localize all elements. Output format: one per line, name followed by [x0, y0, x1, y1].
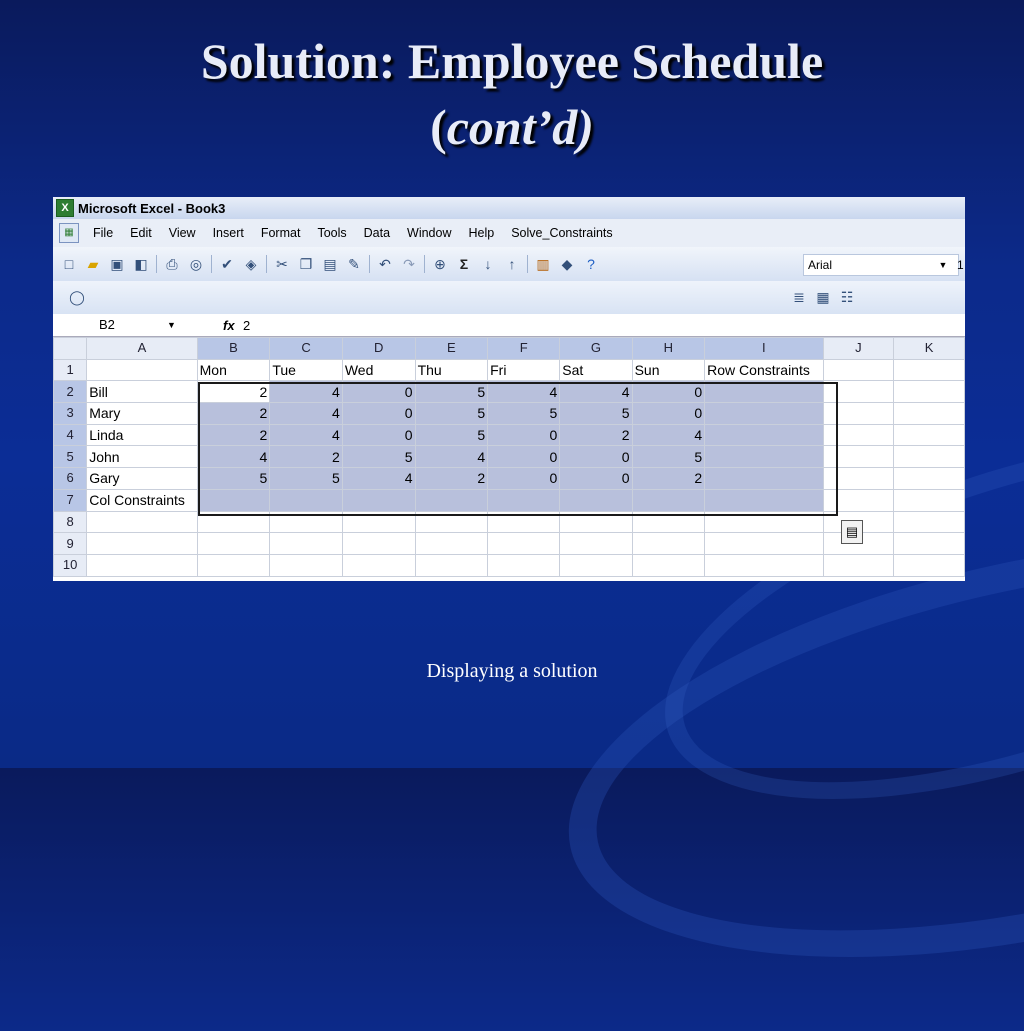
cell-empty[interactable]: [342, 554, 415, 576]
row-header[interactable]: 2: [54, 381, 87, 403]
cell-empty[interactable]: [87, 554, 197, 576]
cell-empty[interactable]: [270, 533, 343, 555]
cell-row-constraint[interactable]: [705, 381, 823, 403]
row-header[interactable]: 1: [54, 359, 87, 381]
cell-value[interactable]: 0: [488, 446, 560, 468]
cell-value[interactable]: 4: [632, 424, 705, 446]
cell-col-constraint[interactable]: [488, 489, 560, 511]
column-header-j[interactable]: J: [823, 338, 894, 360]
cell-empty[interactable]: [488, 511, 560, 533]
formula-bar: [53, 314, 965, 337]
cell-value[interactable]: 5: [415, 381, 488, 403]
cell-col-constraints-label[interactable]: Col Constraints: [87, 489, 197, 511]
select-all-corner[interactable]: [54, 338, 87, 360]
name-box-value: B2: [99, 317, 115, 332]
sort-ascending-icon[interactable]: ↓: [484, 256, 492, 272]
cell-value[interactable]: 0: [560, 446, 632, 468]
cell-d1[interactable]: Wed: [342, 359, 415, 381]
menu-edit[interactable]: Edit: [130, 226, 152, 240]
toolbar-separator: [211, 255, 212, 273]
standard-toolbar: [53, 247, 965, 281]
menu-solve-constraints[interactable]: Solve_Constraints: [511, 226, 613, 240]
cell-value[interactable]: 4: [488, 381, 560, 403]
cell-value[interactable]: 4: [197, 446, 270, 468]
row-header[interactable]: 7: [54, 489, 87, 511]
column-header-a[interactable]: A: [87, 338, 197, 360]
cell-empty[interactable]: [488, 554, 560, 576]
cell-empty[interactable]: [197, 554, 270, 576]
title-italic: cont’d): [446, 99, 594, 155]
cell-i1[interactable]: Row Constraints: [705, 359, 823, 381]
cell-value[interactable]: 2: [197, 403, 270, 425]
fx-icon[interactable]: fx: [223, 317, 235, 333]
cell-value[interactable]: 5: [197, 468, 270, 490]
cell-value[interactable]: 0: [342, 403, 415, 425]
menu-bar: [53, 219, 965, 247]
cell-empty[interactable]: [894, 424, 965, 446]
column-header-f[interactable]: F: [488, 338, 560, 360]
cell-empty[interactable]: [894, 403, 965, 425]
drawing-icon[interactable]: ◆: [561, 256, 573, 272]
cell-empty[interactable]: [894, 554, 965, 576]
cell-col-constraint[interactable]: [342, 489, 415, 511]
row-header[interactable]: 9: [54, 533, 87, 555]
menu-window[interactable]: Window: [407, 226, 452, 240]
column-header-b[interactable]: B: [197, 338, 270, 360]
cell-empty[interactable]: [894, 468, 965, 490]
cell-value[interactable]: 2: [415, 468, 488, 490]
cell-empty[interactable]: [823, 489, 894, 511]
cell-name[interactable]: Bill: [87, 381, 197, 403]
cell-col-constraint[interactable]: [197, 489, 270, 511]
column-header-c[interactable]: C: [270, 338, 343, 360]
cell-empty[interactable]: [894, 381, 965, 403]
cell-value[interactable]: 0: [342, 424, 415, 446]
cell-value[interactable]: 4: [270, 424, 343, 446]
new-icon[interactable]: □: [64, 256, 74, 272]
slide-title: [0, 28, 1024, 160]
table-row: [54, 511, 965, 533]
cell-empty[interactable]: [560, 511, 632, 533]
cell-empty[interactable]: [632, 554, 705, 576]
cell-value[interactable]: 0: [488, 468, 560, 490]
column-header-k[interactable]: K: [894, 338, 965, 360]
cell-value[interactable]: 2: [560, 424, 632, 446]
cell-col-constraint[interactable]: [632, 489, 705, 511]
cell-value[interactable]: 5: [270, 468, 343, 490]
row-header[interactable]: 3: [54, 403, 87, 425]
cell-value[interactable]: 5: [342, 446, 415, 468]
menu-view[interactable]: View: [168, 226, 196, 240]
cell-name[interactable]: Mary: [87, 403, 197, 425]
slide-caption: Displaying a solution: [426, 660, 598, 682]
print-icon[interactable]: ⎙: [166, 256, 178, 272]
cell-g1[interactable]: Sat: [560, 359, 632, 381]
table-row: [54, 446, 965, 468]
excel-icon: X: [56, 199, 74, 217]
menu-file[interactable]: File: [93, 226, 114, 240]
cell-col-constraint[interactable]: [270, 489, 343, 511]
cell-value[interactable]: 2: [270, 446, 343, 468]
cell-value[interactable]: 5: [560, 403, 632, 425]
cell-value[interactable]: 4: [342, 468, 415, 490]
font-size-box[interactable]: 1: [957, 258, 964, 272]
table-row: [54, 489, 965, 511]
cell-empty[interactable]: [705, 511, 823, 533]
cell-empty[interactable]: [823, 554, 894, 576]
cell-row-constraint[interactable]: [705, 446, 823, 468]
column-header-i[interactable]: I: [705, 338, 823, 360]
cell-j1[interactable]: [823, 359, 894, 381]
title-line-1: Solution: Employee Schedule: [200, 33, 824, 89]
cell-e1[interactable]: Thu: [415, 359, 488, 381]
excel-screenshot: [53, 197, 965, 581]
autosum-icon[interactable]: Σ: [459, 256, 469, 272]
cell-name[interactable]: Linda: [87, 424, 197, 446]
cell-value[interactable]: 4: [560, 381, 632, 403]
cell-a1[interactable]: [87, 359, 197, 381]
window-title: Microsoft Excel - Book3: [78, 200, 226, 216]
cell-empty[interactable]: [270, 554, 343, 576]
cell-row-constraint[interactable]: [705, 403, 823, 425]
cell-value[interactable]: 2: [632, 468, 705, 490]
list-icon[interactable]: ☷: [840, 289, 854, 305]
cell-value[interactable]: 0: [632, 403, 705, 425]
table-row: [54, 424, 965, 446]
column-header-e[interactable]: E: [415, 338, 488, 360]
cell-empty[interactable]: [415, 511, 488, 533]
cell-empty[interactable]: [342, 533, 415, 555]
cell-c1[interactable]: Tue: [270, 359, 343, 381]
cell-empty[interactable]: [560, 533, 632, 555]
help-icon[interactable]: ?: [587, 256, 595, 272]
print-preview-icon[interactable]: ◎: [189, 256, 203, 272]
cell-value[interactable]: 2: [197, 424, 270, 446]
cell-h1[interactable]: Sun: [632, 359, 705, 381]
cell-empty[interactable]: [488, 533, 560, 555]
cell-name[interactable]: Gary: [87, 468, 197, 490]
cell-value[interactable]: 0: [632, 381, 705, 403]
toolbar-separator: [266, 255, 267, 273]
formula-input[interactable]: 2: [243, 317, 251, 333]
paste-options-icon[interactable]: ▤: [841, 520, 863, 544]
table-row: [54, 359, 965, 381]
column-header-d[interactable]: D: [342, 338, 415, 360]
cell-empty[interactable]: [894, 533, 965, 555]
hyperlink-icon[interactable]: ⊕: [434, 256, 446, 272]
cell-empty[interactable]: [823, 381, 894, 403]
row-header[interactable]: 5: [54, 446, 87, 468]
table-row: [54, 554, 965, 576]
cell-value[interactable]: 4: [270, 403, 343, 425]
cell-value[interactable]: 5: [488, 403, 560, 425]
font-dropdown-icon[interactable]: ▼: [938, 260, 948, 270]
name-box[interactable]: [57, 316, 176, 334]
table-row: [54, 468, 965, 490]
menu-help[interactable]: Help: [468, 226, 495, 240]
chart-wizard-icon[interactable]: ▥: [536, 256, 550, 272]
cell-empty[interactable]: [560, 554, 632, 576]
spelling-icon[interactable]: ✔: [221, 256, 233, 272]
menu-insert[interactable]: Insert: [212, 226, 244, 240]
row-header[interactable]: 6: [54, 468, 87, 490]
title-paren: (: [430, 99, 447, 155]
cell-empty[interactable]: [415, 533, 488, 555]
cell-name[interactable]: John: [87, 446, 197, 468]
cell-col-constraint[interactable]: [415, 489, 488, 511]
cell-value[interactable]: 0: [560, 468, 632, 490]
column-header-g[interactable]: G: [560, 338, 632, 360]
menu-format[interactable]: Format: [260, 226, 301, 240]
toolbar-separator: [424, 255, 425, 273]
secondary-toolbar: [53, 281, 965, 314]
workbook-icon[interactable]: ▦: [59, 223, 79, 243]
outline-icon[interactable]: ≣: [793, 289, 805, 305]
excel-title-bar: [53, 197, 965, 219]
name-box-dropdown-icon[interactable]: ▼: [167, 320, 176, 330]
comment-icon[interactable]: ◯: [69, 289, 85, 305]
column-header-h[interactable]: H: [632, 338, 705, 360]
cell-row-constraint[interactable]: [705, 424, 823, 446]
cell-empty[interactable]: [894, 511, 965, 533]
menu-tools[interactable]: Tools: [317, 226, 347, 240]
cell-empty[interactable]: [705, 533, 823, 555]
cell-value[interactable]: 4: [270, 381, 343, 403]
cell-f1[interactable]: Fri: [488, 359, 560, 381]
cell-value[interactable]: 5: [632, 446, 705, 468]
toolbar-separator: [369, 255, 370, 273]
table-row: [54, 533, 965, 555]
menu-data[interactable]: Data: [363, 226, 391, 240]
row-header[interactable]: 10: [54, 554, 87, 576]
cell-col-constraint[interactable]: [705, 489, 823, 511]
open-icon[interactable]: ▰: [87, 256, 99, 272]
cell-value[interactable]: 0: [488, 424, 560, 446]
table-icon[interactable]: ▦: [816, 289, 830, 305]
cell-row-constraint[interactable]: [705, 468, 823, 490]
cell-empty[interactable]: [197, 511, 270, 533]
cell-col-constraint[interactable]: [560, 489, 632, 511]
copy-icon[interactable]: ❐: [299, 256, 313, 272]
row-header[interactable]: 4: [54, 424, 87, 446]
cell-empty[interactable]: [632, 533, 705, 555]
cell-empty[interactable]: [342, 511, 415, 533]
cell-value[interactable]: 4: [415, 446, 488, 468]
cell-empty[interactable]: [823, 403, 894, 425]
cell-empty[interactable]: [632, 511, 705, 533]
cell-empty[interactable]: [894, 446, 965, 468]
cell-k1[interactable]: [894, 359, 965, 381]
spreadsheet-grid: [53, 337, 965, 577]
cell-empty[interactable]: [823, 446, 894, 468]
cell-value[interactable]: 5: [415, 424, 488, 446]
row-header[interactable]: 8: [54, 511, 87, 533]
cell-empty[interactable]: [894, 489, 965, 511]
sort-descending-icon[interactable]: ↑: [508, 256, 516, 272]
cell-value[interactable]: 5: [415, 403, 488, 425]
cut-icon[interactable]: ✂: [276, 256, 288, 272]
cell-empty[interactable]: [270, 511, 343, 533]
cell-empty[interactable]: [823, 468, 894, 490]
paste-icon[interactable]: ▤: [323, 256, 337, 272]
cell-empty[interactable]: [705, 554, 823, 576]
save-icon[interactable]: ▣: [110, 256, 124, 272]
permission-icon[interactable]: ◧: [134, 256, 148, 272]
cell-empty[interactable]: [197, 533, 270, 555]
toolbar-separator: [156, 255, 157, 273]
title-line-2: [0, 94, 1024, 160]
cell-value[interactable]: 2: [197, 381, 270, 403]
table-row: [54, 403, 965, 425]
cell-value[interactable]: 0: [342, 381, 415, 403]
table-row: [54, 381, 965, 403]
research-icon[interactable]: ◈: [245, 256, 257, 272]
cell-b1[interactable]: Mon: [197, 359, 270, 381]
cell-empty[interactable]: [415, 554, 488, 576]
cell-empty[interactable]: [823, 424, 894, 446]
undo-icon[interactable]: ↶: [379, 256, 391, 272]
cell-empty[interactable]: [87, 533, 197, 555]
redo-icon[interactable]: ↷: [403, 256, 415, 272]
toolbar-separator: [527, 255, 528, 273]
font-name-box[interactable]: Arial: [803, 254, 959, 276]
format-painter-icon[interactable]: ✎: [348, 256, 360, 272]
cell-empty[interactable]: [87, 511, 197, 533]
